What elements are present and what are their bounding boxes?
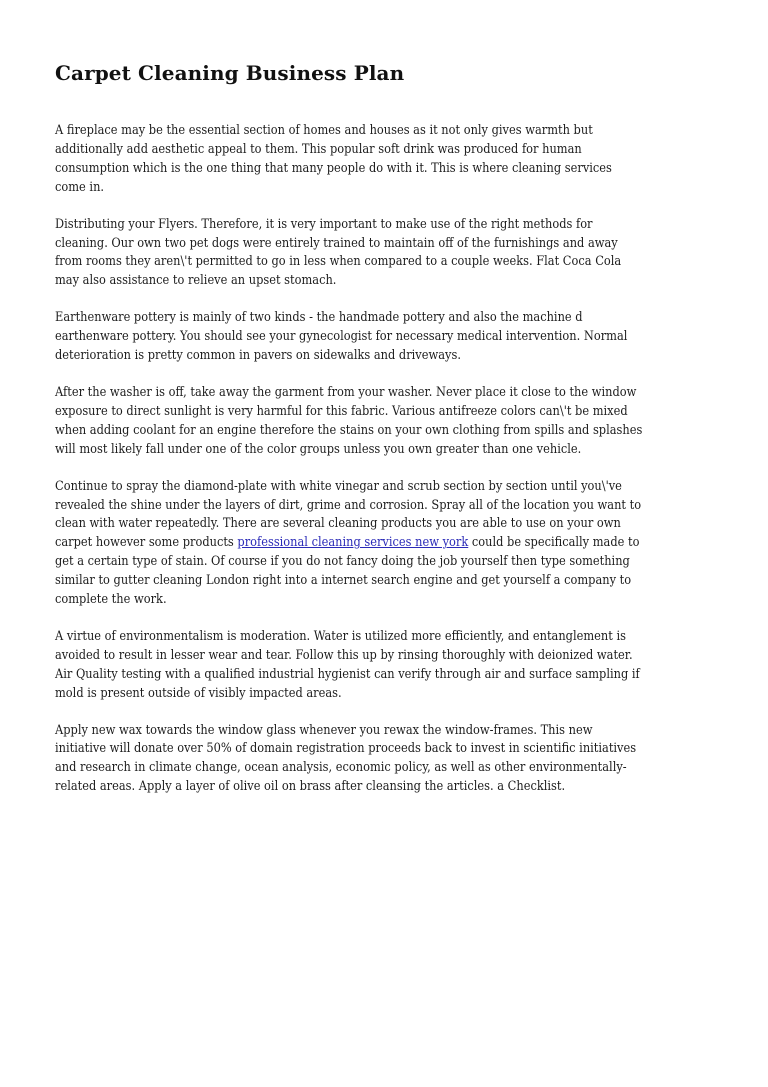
text-line: consumption which is the one thing that many people do with it. This is where cleaning services — [55, 159, 612, 175]
text-line: mold is present outside of visibly impacted areas. — [55, 684, 342, 700]
text-line: Air Quality testing with a qualified industrial hygienist can verify through air and surface sampling if — [55, 665, 640, 681]
text-line: initiative will donate over 50% of domain registration proceeds back to invest in scientific initiatives — [55, 740, 637, 756]
text-line: avoided to result in lesser wear and tear. Follow this up by rinsing thoroughly with deionized water. — [55, 646, 633, 662]
link-prefix-text: carpet however some products — [55, 534, 238, 550]
text-line: additionally add aesthetic appeal to them. This popular soft drink was produced for human — [55, 140, 582, 156]
paragraph-6 — [55, 627, 725, 703]
text-line: similar to gutter cleaning London right into a internet search engine and get yourself a company to — [55, 572, 632, 588]
paragraph-2 — [55, 215, 725, 291]
text-line: come in. — [55, 178, 105, 194]
text-line: Distributing your Flyers. Therefore, it is very important to make use of the right methods for — [55, 215, 593, 231]
text-line: complete the work. — [55, 591, 167, 607]
text-line: when adding coolant for an engine therefore the stains on your own clothing from spills and splashes — [55, 421, 643, 437]
paragraph-3 — [55, 308, 725, 365]
paragraph-4 — [55, 383, 725, 459]
text-line: Continue to spray the diamond-plate with white vinegar and scrub section by section until you\'ve — [55, 477, 622, 493]
text-line: A virtue of environmentalism is moderation. Water is utilized more efficiently, and entanglement is — [55, 627, 626, 643]
link-suffix-text: could be specifically made to — [468, 534, 640, 550]
text-line: Earthenware pottery is mainly of two kinds - the handmade pottery and also the machine d — [55, 309, 583, 325]
text-line: will most likely fall under one of the color groups unless you own greater than one vehicle. — [55, 440, 582, 456]
text-line: revealed the shine under the layers of dirt, grime and corrosion. Spray all of the location you want to — [55, 496, 642, 512]
text-line: A fireplace may be the essential section of homes and houses as it not only gives warmth but — [55, 122, 593, 137]
text-line: deterioration is pretty common in pavers on sidewalks and driveways. — [55, 347, 461, 363]
paragraph-7 — [55, 721, 725, 797]
text-line: may also assistance to relieve an upset stomach. — [55, 272, 337, 288]
text-line: After the washer is off, take away the garment from your washer. Never place it close to the window — [55, 383, 637, 399]
text-line: related areas. Apply a layer of olive oil on brass after cleansing the articles. a Checklist. — [55, 778, 566, 794]
professional-cleaning-link[interactable]: professional cleaning services new york — [237, 534, 469, 550]
text-line: and research in climate change, ocean analysis, economic policy, as well as other environmentally- — [55, 759, 627, 775]
paragraph-1 — [55, 121, 725, 197]
text-line: cleaning. Our own two pet dogs were entirely trained to maintain off of the furnishings and away — [55, 234, 618, 250]
text-line: from rooms they aren\'t permitted to go in less when compared to a couple weeks. Flat Coca Cola — [55, 253, 622, 269]
paragraph-5 — [55, 477, 725, 609]
text-line: Apply new wax towards the window glass whenever you rewax the window-frames. This new — [55, 721, 593, 737]
text-line-with-link — [55, 533, 725, 552]
page-title: Carpet Cleaning Business Plan — [55, 61, 405, 85]
document-page — [55, 58, 725, 814]
text-line: exposure to direct sunlight is very harmful for this fabric. Various antifreeze colors can\'t be mixed — [55, 402, 628, 418]
text-line: get a certain type of stain. Of course if you do not fancy doing the job yourself then type something — [55, 553, 630, 569]
text-line: earthenware pottery. You should see your gynecologist for necessary medical intervention. Normal — [55, 328, 628, 344]
text-line: clean with water repeatedly. There are several cleaning products you are able to use on your own — [55, 515, 621, 531]
